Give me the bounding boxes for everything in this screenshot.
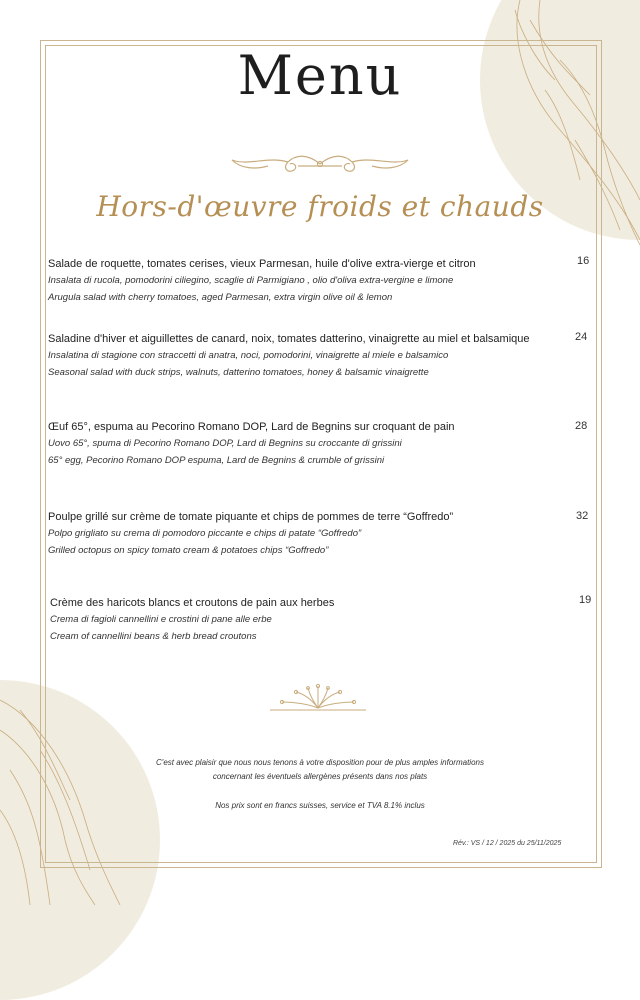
dish-name-fr: Salade de roquette, tomates cerises, vieux Parmesan, huile d'olive extra-vierge et citron <box>48 258 476 270</box>
dish-price: 16 <box>577 255 590 267</box>
revision-note: Rév.: VS / 12 / 2025 du 25/11/2025 <box>453 840 562 847</box>
dish-name-fr: Saladine d'hiver et aiguillettes de canard, noix, tomates datterino, vinaigrette au miel et balsamique <box>48 333 530 345</box>
dish-name-en: 65° egg, Pecorino Romano DOP espuma, Lard de Begnins & crumble of grissini <box>48 455 385 466</box>
dish-name-fr: Poulpe grillé sur crème de tomate piquante et chips de pommes de terre “Goffredo” <box>48 511 454 523</box>
menu-item <box>48 419 588 469</box>
ornament-flourish-icon <box>228 150 412 178</box>
dish-name-en: Grilled octopus on spicy tomato cream & potatoes chips “Goffredo” <box>48 545 329 556</box>
dish-price: 32 <box>576 510 589 522</box>
page-title: Menu <box>237 44 403 107</box>
dish-name-en: Arugula salad with cherry tomatoes, aged Parmesan, extra virgin olive oil & lemon <box>48 292 393 303</box>
dish-name-fr: Œuf 65°, espuma au Pecorino Romano DOP, Lard de Begnins sur croquant de pain <box>48 421 455 433</box>
dish-name-it: Uovo 65°, spuma di Pecorino Romano DOP, Lard di Begnins su croccante di grissini <box>48 438 402 449</box>
allergen-note-line-1: C'est avec plaisir que nous nous tenons à votre disposition pour de plus amples informations <box>156 758 484 767</box>
dish-name-it: Polpo grigliato su crema di pomodoro piccante e chips di patate “Goffredo” <box>48 528 362 539</box>
dish-price: 28 <box>575 420 588 432</box>
dish-price: 19 <box>579 594 592 606</box>
dish-name-en: Cream of cannellini beans & herb bread croutons <box>50 631 257 642</box>
price-note: Nos prix sont en francs suisses, service et TVA 8.1% inclus <box>215 801 425 810</box>
dish-name-it: Crema di fagioli cannellini e crostini di pane alle erbe <box>50 614 272 625</box>
dish-name-it: Insalata di rucola, pomodorini ciliegino, scaglie di Parmigiano , olio d'oliva extra-vergine e limone <box>48 275 454 286</box>
menu-item <box>48 256 588 306</box>
dish-name-en: Seasonal salad with duck strips, walnuts, datterino tomatoes, honey & balsamic vinaigrette <box>48 367 429 378</box>
menu-item <box>48 509 588 559</box>
allergen-note-line-2: concernant les éventuels allergènes présents dans nos plats <box>212 772 428 781</box>
dish-name-fr: Crème des haricots blancs et croutons de pain aux herbes <box>50 597 335 609</box>
menu-item <box>48 331 588 381</box>
dish-price: 24 <box>575 331 588 343</box>
ornament-crown-icon <box>268 682 368 714</box>
menu-item <box>50 595 590 645</box>
dish-name-it: Insalatina di stagione con straccetti di anatra, noci, pomodorini, vinaigrette al miele e balsamico <box>48 350 449 361</box>
section-title: Hors-d'œuvre froids et chauds <box>96 190 544 223</box>
